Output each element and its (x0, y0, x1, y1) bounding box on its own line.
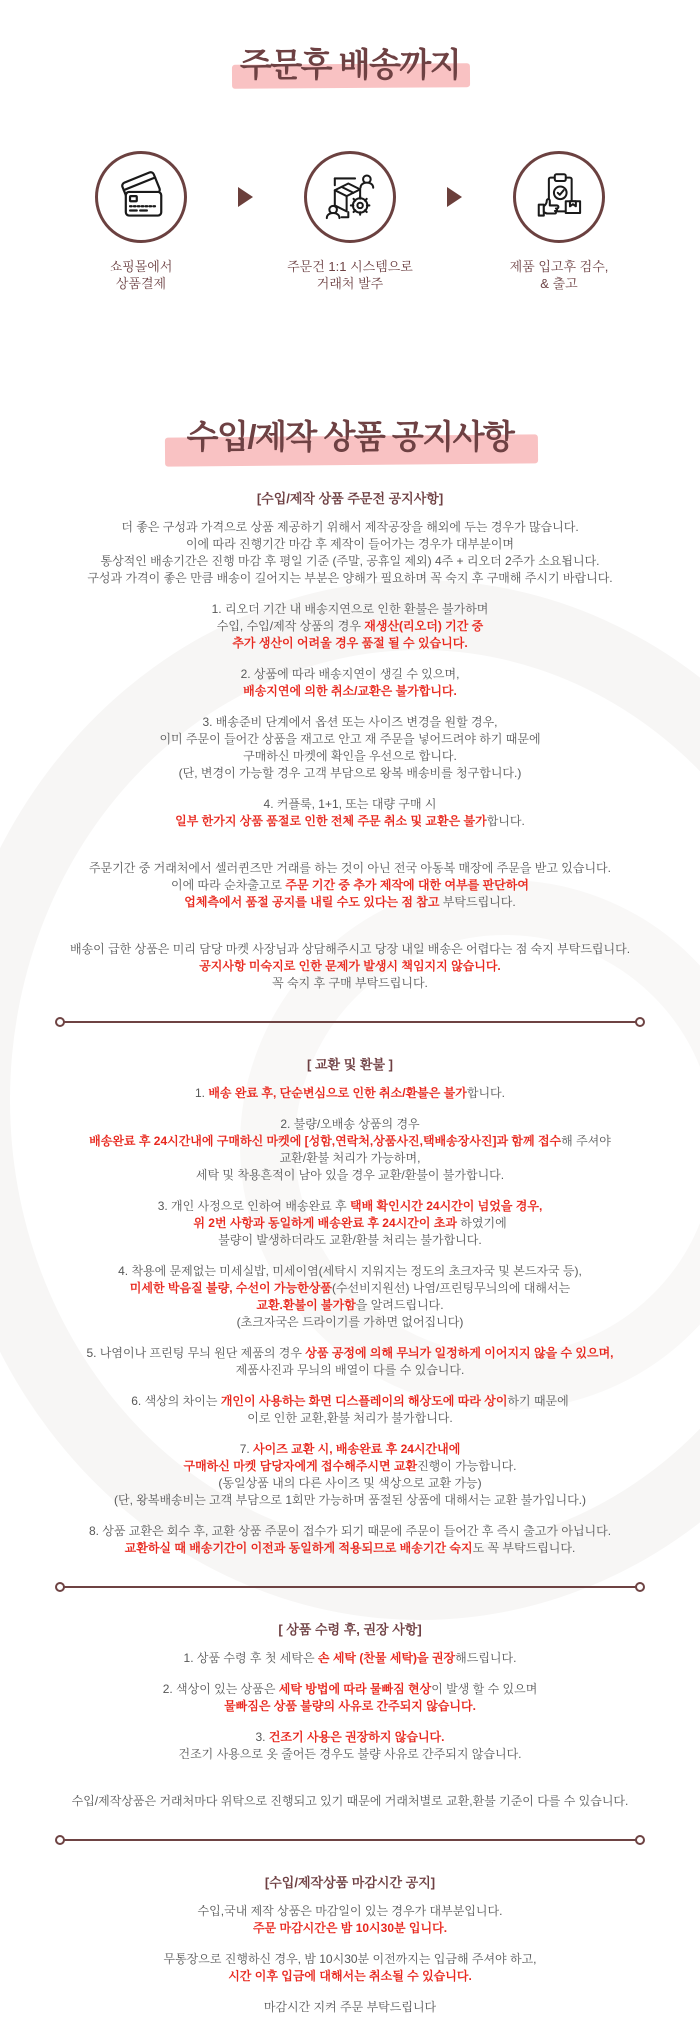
paragraph-line (0, 1314, 700, 1331)
page-title-delivery (240, 44, 460, 85)
text-segment: 교환.환불이 불가함 (256, 1297, 356, 1312)
text-segment: 5. 나염이나 프린팅 무늬 원단 제품의 경우 (86, 1345, 306, 1360)
text-segment: 통상적인 배송기간은 진행 마감 후 평일 기준 (주말, 공휴일 제외) 4주 + 리오더 2주가 소요됩니다. (100, 553, 600, 568)
paragraph-line (0, 1116, 700, 1133)
text-segment: 배송완료 후 24시간내에 구매하신 마켓에 [성함,연락처,상품사진,택배송장사진]과 함께 접수 (89, 1133, 562, 1148)
notice-paragraph (0, 1729, 700, 1763)
paragraph-line (0, 796, 700, 813)
step-label-line1: 제품 입고후 검수, (509, 259, 609, 275)
text-segment: 시간 이후 입금에 대해서는 취소될 수 있습니다. (228, 1968, 472, 1983)
text-segment: 배송 완료 후, 단순변심으로 인한 취소/환불은 불가 (208, 1085, 467, 1100)
divider-dot-right (635, 1582, 645, 1592)
text-segment: 합니다. (486, 813, 525, 828)
text-segment: 일부 한가지 상품 품절로 인한 전체 주문 취소 및 교환은 불가 (175, 813, 487, 828)
section-divider (55, 1835, 645, 1845)
text-segment: 상품 공정에 의해 무늬가 일정하게 이어지지 않을 수 있으며, (305, 1345, 614, 1360)
notice-paragraph (0, 1116, 700, 1184)
paragraph-line (0, 1729, 700, 1746)
paragraph-line (0, 1968, 700, 1985)
text-segment: 세탁 방법에 따라 물빠짐 현상 (278, 1681, 432, 1696)
text-segment: 을 알려드립니다. (355, 1297, 444, 1312)
text-segment: 1. 리오더 기간 내 배송지연으로 인한 환불은 불가하며 (211, 601, 489, 616)
divider-line (64, 1586, 636, 1588)
text-segment: 무통장으로 진행하신 경우, 밤 10시30분 이전까지는 입금해 주셔야 하고, (163, 1951, 537, 1966)
text-segment: 2. 불량/오배송 상품의 경우 (280, 1116, 420, 1131)
page-title-notice (187, 416, 514, 457)
text-segment: 교환/환불 처리가 가능하며, (279, 1150, 421, 1165)
process-steps (0, 151, 700, 292)
text-segment: 수입, 수입/제작 상품의 경우 (216, 618, 365, 633)
divider-line (64, 1021, 636, 1023)
text-segment: 3. 개인 사정으로 인하여 배송완료 후 (157, 1198, 350, 1213)
paragraph-line (0, 1441, 700, 1458)
text-segment: 1. 상품 수령 후 첫 세탁은 (183, 1650, 318, 1665)
step-order-system (271, 151, 429, 292)
paragraph-line (0, 1650, 700, 1667)
paragraph-line (0, 877, 700, 894)
text-segment: 위 2번 사항과 동일하게 배송완료 후 24시간이 초과 (193, 1215, 457, 1230)
text-segment: (초크자국은 드라이기를 가하면 없어집니다) (236, 1314, 464, 1329)
divider-dot-right (635, 1017, 645, 1027)
step-inspection (480, 151, 638, 292)
text-segment: 불량이 발생하더라도 교환/환불 처리는 불가합니다. (218, 1232, 482, 1247)
text-segment: 주문 기간 중 추가 제작에 대한 여부를 판단하여 (285, 877, 529, 892)
text-segment: 수입,국내 제작 상품은 마감일이 있는 경우가 대부분입니다. (197, 1903, 503, 1918)
notice-section (0, 1622, 700, 1810)
text-segment: 2. 상품에 따라 배송지연이 생길 수 있으며, (240, 666, 460, 681)
paragraph-line (0, 683, 700, 700)
notice-paragraph (0, 860, 700, 911)
text-segment: 이 발생 할 수 있으며 (431, 1681, 538, 1696)
text-segment: 합니다. (466, 1085, 505, 1100)
paragraph-line (0, 570, 700, 587)
step-circle (95, 151, 187, 243)
paragraph-line (0, 765, 700, 782)
order-system-icon (323, 170, 377, 224)
paragraph-line (0, 1297, 700, 1314)
text-segment: 6. 색상의 차이는 (131, 1393, 221, 1408)
text-segment: 꼭 숙지 후 구매 부탁드립니다. (272, 975, 428, 990)
paragraph-line (0, 618, 700, 635)
paragraph-line (0, 813, 700, 830)
paragraph-line (0, 941, 700, 958)
paragraph-line (0, 1232, 700, 1249)
text-segment: 사이즈 교환 시, 배송완료 후 24시간내에 (253, 1441, 461, 1456)
text-segment: 수입/제작상품은 거래처마다 위탁으로 진행되고 있기 때문에 거래처별로 교환,환불 기준이 다를 수 있습니다. (71, 1793, 629, 1808)
step-payment (62, 151, 220, 292)
text-segment: 배송이 급한 상품은 미리 담당 마켓 사장님과 상담해주시고 당장 내일 배송은 어렵다는 점 숙지 부탁드립니다. (69, 941, 631, 956)
paragraph-line (0, 1475, 700, 1492)
notice-paragraph (0, 1393, 700, 1427)
step-circle (513, 151, 605, 243)
section-divider (55, 1582, 645, 1592)
notice-section (0, 1057, 700, 1557)
paragraph-line (0, 714, 700, 731)
paragraph-line (0, 553, 700, 570)
notice-paragraph (0, 1951, 700, 1985)
paragraph-line (0, 1793, 700, 1810)
paragraph-line (0, 1167, 700, 1184)
paragraph-line (0, 1523, 700, 1540)
paragraph-line (0, 601, 700, 618)
step-circle (304, 151, 396, 243)
text-segment: 구매하신 마켓에 확인을 우선으로 합니다. (243, 748, 457, 763)
text-segment: 8. 상품 교환은 회수 후, 교환 상품 주문이 접수가 되기 때문에 주문이 들어간 후 즉시 출고가 아닙니다. (88, 1523, 612, 1538)
page-title-notice-text: 수입/제작 상품 공지사항 (186, 418, 514, 456)
paragraph-line (0, 894, 700, 911)
text-segment: 부탁드립니다. (439, 894, 516, 909)
text-segment: 1. (195, 1085, 209, 1100)
paragraph-line (0, 1999, 700, 2016)
paragraph-line (0, 1698, 700, 1715)
step-label-line2: 거래처 발주 (316, 276, 384, 292)
notice-paragraph (0, 1198, 700, 1249)
title-row-1 (0, 0, 700, 85)
text-segment: 하였기에 (456, 1215, 507, 1230)
credit-cards-icon (114, 170, 168, 224)
step-label-line2: & 출고 (540, 276, 578, 292)
step-label-line2: 상품결제 (115, 276, 167, 292)
text-segment: 주문 마감시간은 밤 10시30분 입니다. (252, 1920, 448, 1935)
text-segment: 더 좋은 구성과 가격으로 상품 제공하기 위해서 제작공장을 해외에 두는 경우가 많습니다. (121, 519, 579, 534)
notice-paragraph (0, 1999, 700, 2016)
paragraph-line (0, 748, 700, 765)
section-heading: [ 교환 및 환불 ] (307, 1056, 393, 1072)
text-segment: 3. (255, 1729, 269, 1744)
paragraph-line (0, 1345, 700, 1362)
text-segment: 물빠짐은 상품 불량의 사유로 간주되지 않습니다. (224, 1698, 476, 1713)
paragraph-line (0, 519, 700, 536)
notice-section (0, 491, 700, 992)
paragraph-line (0, 731, 700, 748)
paragraph-line (0, 635, 700, 652)
text-segment: 해 주셔야 (561, 1133, 611, 1148)
notice-paragraph (0, 1650, 700, 1667)
notice-paragraph (0, 666, 700, 700)
notice-paragraph (0, 1263, 700, 1331)
text-segment: 미세한 박음질 불량, 수선이 가능한상품 (129, 1280, 332, 1295)
paragraph-line (0, 1280, 700, 1297)
text-segment: (단, 왕복배송비는 고객 부담으로 1회만 가능하며 품절된 상품에 대해서는 교환 불가입니다.) (114, 1492, 586, 1507)
text-segment: 주문기간 중 거래처에서 셀러퀸즈만 거래를 하는 것이 아닌 전국 아동복 매장에 주문을 받고 있습니다. (89, 860, 611, 875)
paragraph-line (0, 1150, 700, 1167)
paragraph-line (0, 1215, 700, 1232)
text-segment: 개인이 사용하는 화면 디스플레이의 해상도에 따라 상이 (220, 1393, 508, 1408)
text-segment: 해드립니다. (455, 1650, 517, 1665)
notice-paragraph (0, 1793, 700, 1810)
step-label (480, 258, 638, 292)
notice-paragraph (0, 1085, 700, 1102)
text-segment: 건조기 사용은 권장하지 않습니다. (268, 1729, 445, 1744)
paragraph-line (0, 975, 700, 992)
paragraph-line (0, 1198, 700, 1215)
paragraph-line (0, 666, 700, 683)
section-heading: [수입/제작 상품 주문전 공지사항] (256, 490, 444, 506)
paragraph-line (0, 1263, 700, 1280)
divider-dot-left (55, 1017, 65, 1027)
paragraph-line (0, 1133, 700, 1150)
paragraph-line (0, 536, 700, 553)
text-segment: 공지사항 미숙지로 인한 문제가 발생시 책임지지 않습니다. (199, 958, 501, 973)
text-segment: 3. 배송준비 단계에서 옵션 또는 사이즈 변경을 원할 경우, (202, 714, 498, 729)
paragraph-line (0, 1540, 700, 1557)
text-segment: 업체측에서 품절 공지를 내릴 수도 있다는 점 참고 (184, 894, 440, 909)
paragraph-line (0, 1746, 700, 1763)
divider-dot-left (55, 1835, 65, 1845)
paragraph-line (0, 1362, 700, 1379)
notice-paragraph (0, 1681, 700, 1715)
text-segment: 2. 색상이 있는 상품은 (162, 1681, 279, 1696)
text-segment: 이에 따라 진행기간 마감 후 제작이 들어가는 경우가 대부분이며 (185, 536, 515, 551)
text-segment: (수선비지원선) 나염/프린팅무늬의에 대해서는 (331, 1280, 571, 1295)
text-segment: 세탁 및 착용흔적이 남아 있을 경우 교환/환불이 불가합니다. (195, 1167, 505, 1182)
paragraph-line (0, 1492, 700, 1509)
section-divider (55, 1017, 645, 1027)
divider-line (64, 1839, 636, 1841)
notice-paragraph (0, 941, 700, 992)
notice-paragraph (0, 601, 700, 652)
text-segment: 구매하신 마켓 담당자에게 접수해주시면 교환 (183, 1458, 418, 1473)
text-segment: 택배 확인시간 24시간이 넘었을 경우, (350, 1198, 543, 1213)
text-segment: 이에 따라 순차출고로 (171, 877, 286, 892)
paragraph-line (0, 1920, 700, 1937)
text-segment: 4. 착용에 문제없는 미세실밥, 미세이염(세탁시 지워지는 정도의 초크자국 및 본드자국 등), (118, 1263, 582, 1278)
notice-paragraph (0, 519, 700, 587)
text-segment: 4. 커플룩, 1+1, 또는 대량 구매 시 (263, 796, 437, 811)
text-segment: 재생산(리오더) 기간 중 (364, 618, 484, 633)
text-segment: (동일상품 내의 다른 사이즈 및 색상으로 교환 가능) (218, 1475, 482, 1490)
page-title-delivery-text: 주문후 배송까지 (239, 46, 461, 83)
text-segment: 제품사진과 무늬의 배열이 다를 수 있습니다. (235, 1362, 465, 1377)
notice-paragraph (0, 714, 700, 782)
paragraph-line (0, 860, 700, 877)
notice-section (0, 1875, 700, 2016)
paragraph-line (0, 1903, 700, 1920)
text-segment: 도 꼭 부탁드립니다. (472, 1540, 576, 1555)
notice-paragraph (0, 796, 700, 830)
paragraph-line (0, 1393, 700, 1410)
paragraph-line (0, 1458, 700, 1475)
text-segment: 7. (239, 1441, 254, 1456)
step-label-line1: 주문건 1:1 시스템으로 (287, 259, 413, 275)
notice-paragraph (0, 1345, 700, 1379)
divider-dot-left (55, 1582, 65, 1592)
text-segment: 구성과 가격이 좋은 만큼 배송이 길어지는 부분은 양해가 필요하며 꼭 숙지 후 구매해 주시기 바랍니다. (87, 570, 613, 585)
arrow-right-icon (447, 187, 462, 207)
text-segment: 이미 주문이 들어간 상품을 재고로 안고 재 주문을 넣어드려야 하기 때문에 (159, 731, 541, 746)
section-heading: [수입/제작상품 마감시간 공지] (264, 1874, 436, 1890)
text-segment: 이로 인한 교환,환불 처리가 불가합니다. (247, 1410, 453, 1425)
paragraph-line (0, 1681, 700, 1698)
paragraph-line (0, 1085, 700, 1102)
step-label (62, 258, 220, 292)
text-segment: 건조기 사용으로 옷 줄어든 경우도 불량 사유로 간주되지 않습니다. (178, 1746, 522, 1761)
notice-paragraph (0, 1903, 700, 1937)
text-segment: 손 세탁 (찬물 세탁)을 권장 (317, 1650, 456, 1665)
paragraph-line (0, 958, 700, 975)
inspection-icon (532, 170, 586, 224)
notice-paragraph (0, 1441, 700, 1509)
text-segment: 마감시간 지켜 주문 부탁드립니다 (263, 1999, 437, 2014)
text-segment: 배송지연에 의한 취소/교환은 불가합니다. (243, 683, 457, 698)
text-segment: 진행이 가능합니다. (417, 1458, 517, 1473)
text-segment: 교환하실 때 배송기간이 이전과 동일하게 적용되므로 배송기간 숙지 (124, 1540, 473, 1555)
title-row-2 (0, 372, 700, 457)
paragraph-line (0, 1951, 700, 1968)
section-heading: [ 상품 수령 후, 권장 사항] (278, 1621, 422, 1637)
text-segment: (단, 변경이 가능할 경우 고객 부담으로 왕복 배송비를 청구합니다.) (178, 765, 522, 780)
step-label (271, 258, 429, 292)
paragraph-line (0, 1410, 700, 1427)
step-label-line1: 쇼핑몰에서 (109, 259, 173, 275)
text-segment: 추가 생산이 어려울 경우 품절 될 수 있습니다. (232, 635, 468, 650)
notice-sections (0, 491, 700, 2016)
arrow-right-icon (238, 187, 253, 207)
divider-dot-right (635, 1835, 645, 1845)
notice-paragraph (0, 1523, 700, 1557)
text-segment: 하기 때문에 (507, 1393, 569, 1408)
